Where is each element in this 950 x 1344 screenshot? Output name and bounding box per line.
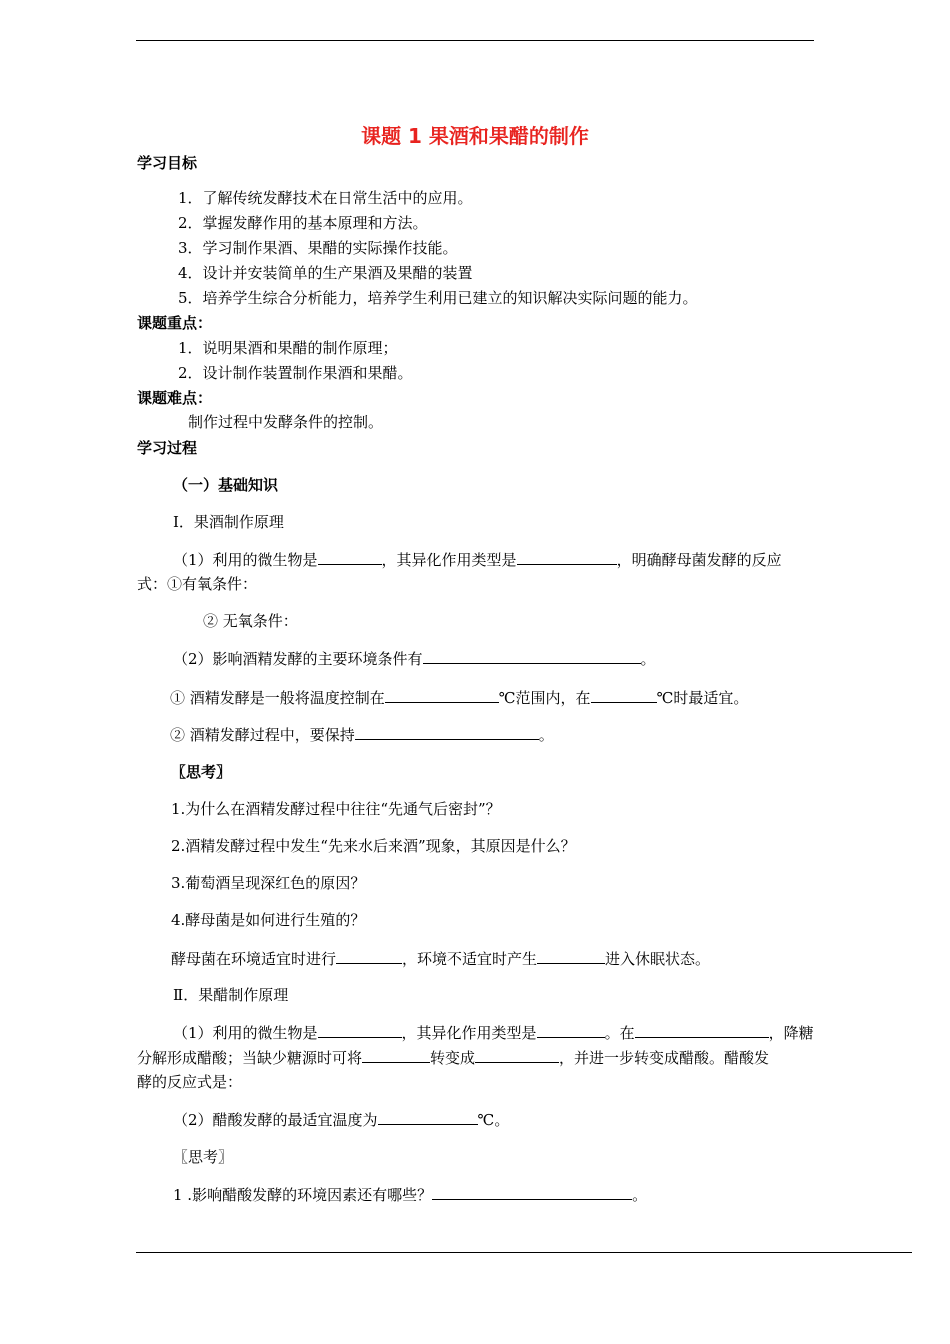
think-question-3: 3.葡萄酒呈现深红色的原因？ [171,874,366,892]
vinegar-q1-line [173,1021,814,1044]
wine-optimal-temp-blank[interactable] [591,686,657,703]
process-heading: 学习过程 [137,439,198,457]
wine-q1-text-a: （1）利用的微生物是 [173,551,318,569]
vinegar-source-blank[interactable] [362,1046,430,1063]
vinegar-temp-blank[interactable] [378,1108,478,1125]
vinegar-q1-line-2 [137,1046,769,1069]
vinegar-factors-blank[interactable] [432,1183,632,1200]
vinegar-q1-text-a: （1）利用的微生物是 [173,1024,318,1042]
wine-metabolism-blank[interactable] [517,548,617,565]
yeast-text-c: 进入休眠状态。 [605,950,711,968]
wine-q1-text-c: ，明确酵母菌发酵的反应 [616,551,782,569]
vinegar-q2-text-b: ℃。 [477,1111,510,1129]
think-question-2: 2.酒精发酵过程中发生“先来水后来酒”现象，其原因是什么？ [171,837,576,855]
wine-anaerobic-line: ② 无氧条件： [203,612,298,630]
wine-q1-line [173,548,782,571]
vinegar-q1-text-b: ，其异化作用类型是 [401,1024,537,1042]
vinegar-q1-text-c: 。在 [604,1024,635,1042]
vinegar-q2-text-a: （2）醋酸发酵的最适宜温度为 [173,1111,378,1129]
wine-aerobic-line: 式：①有氧条件： [137,575,258,593]
vinegar-q2-line [173,1108,509,1131]
key-points-heading: 课题重点： [137,314,213,332]
difficulty-heading: 课题难点： [137,389,213,407]
think2-text-a: 1 .影响醋酸发酵的环境因素还有哪些？ [173,1186,433,1204]
objectives-heading: 学习目标 [137,154,198,172]
vinegar-microbe-blank[interactable] [318,1021,402,1038]
wine-principle-heading: Ⅰ．果酒制作原理 [173,513,284,531]
objective-item-2: 2．掌握发酵作用的基本原理和方法。 [178,214,428,232]
yeast-reproduction-line [171,947,710,970]
think-question-1: 1.为什么在酒精发酵过程中往往“先通气后密封”？ [171,800,501,818]
yeast-dormancy-blank[interactable] [537,947,605,964]
objective-item-5: 5．培养学生综合分析能力，培养学生利用已建立的知识解决实际问题的能力。 [178,289,698,307]
difficulty-text: 制作过程中发酵条件的控制。 [188,413,384,431]
yeast-reproduction-blank[interactable] [336,947,402,964]
vinegar-q1-text-d: ，降糖 [768,1024,814,1042]
wine-maintain-blank[interactable] [355,723,539,740]
wine-q3-text-c: ℃时最适宜。 [656,689,749,707]
wine-microbe-blank[interactable] [318,548,382,565]
wine-q4-line [170,723,554,746]
wine-conditions-blank[interactable] [423,647,641,664]
wine-q2-text-a: （2）影响酒精发酵的主要环境条件有 [173,650,423,668]
key-point-item-2: 2．设计制作装置制作果酒和果醋。 [178,364,413,382]
vinegar-q1-text-g: ，并进一步转变成醋酸。醋酸发 [559,1049,770,1067]
objective-item-4: 4．设计并安装简单的生产果酒及果醋的装置 [178,264,473,282]
vinegar-reaction-line: 酵的反应式是： [137,1073,243,1091]
wine-temp-range-blank[interactable] [385,686,499,703]
wine-q4-text-b: 。 [538,726,554,744]
header-rule [136,40,814,41]
think2-text-b: 。 [632,1186,648,1204]
objective-item-1: 1．了解传统发酵技术在日常生活中的应用。 [178,189,473,207]
key-point-item-1: 1．说明果酒和果醋的制作原理； [178,339,398,357]
vinegar-q1-text-f: 转变成 [430,1049,476,1067]
wine-q4-text-a: ② 酒精发酵过程中，要保持 [170,726,355,744]
wine-q3-text-b: ℃范围内，在 [498,689,591,707]
vinegar-intermediate-blank[interactable] [475,1046,559,1063]
wine-q3-text-a: ① 酒精发酵是一般将温度控制在 [170,689,385,707]
think2-question-1 [173,1183,647,1206]
think-heading-2: 〖思考〗 [173,1148,234,1166]
vinegar-metabolism-blank[interactable] [537,1021,605,1038]
wine-q3-line [170,686,748,709]
think-heading-1: 〖思考〗 [171,763,232,781]
objective-item-3: 3．学习制作果酒、果醋的实际操作技能。 [178,239,458,257]
yeast-text-b: ，环境不适宜时产生 [402,950,538,968]
wine-q2-text-b: 。 [640,650,656,668]
vinegar-principle-heading: Ⅱ．果醋制作原理 [173,986,289,1004]
yeast-text-a: 酵母菌在环境适宜时进行 [171,950,337,968]
wine-q1-text-b: ，其异化作用类型是 [381,551,517,569]
footer-rule [136,1252,912,1253]
think-question-4: 4.酵母菌是如何进行生殖的？ [171,911,366,929]
basic-knowledge-heading: （一）基础知识 [173,476,279,494]
vinegar-q1-text-e: 分解形成醋酸；当缺少糖源时可将 [137,1049,363,1067]
wine-q2-line [173,647,656,670]
page-title: 课题 1 果酒和果醋的制作 [361,124,589,148]
vinegar-condition-blank[interactable] [635,1021,769,1038]
